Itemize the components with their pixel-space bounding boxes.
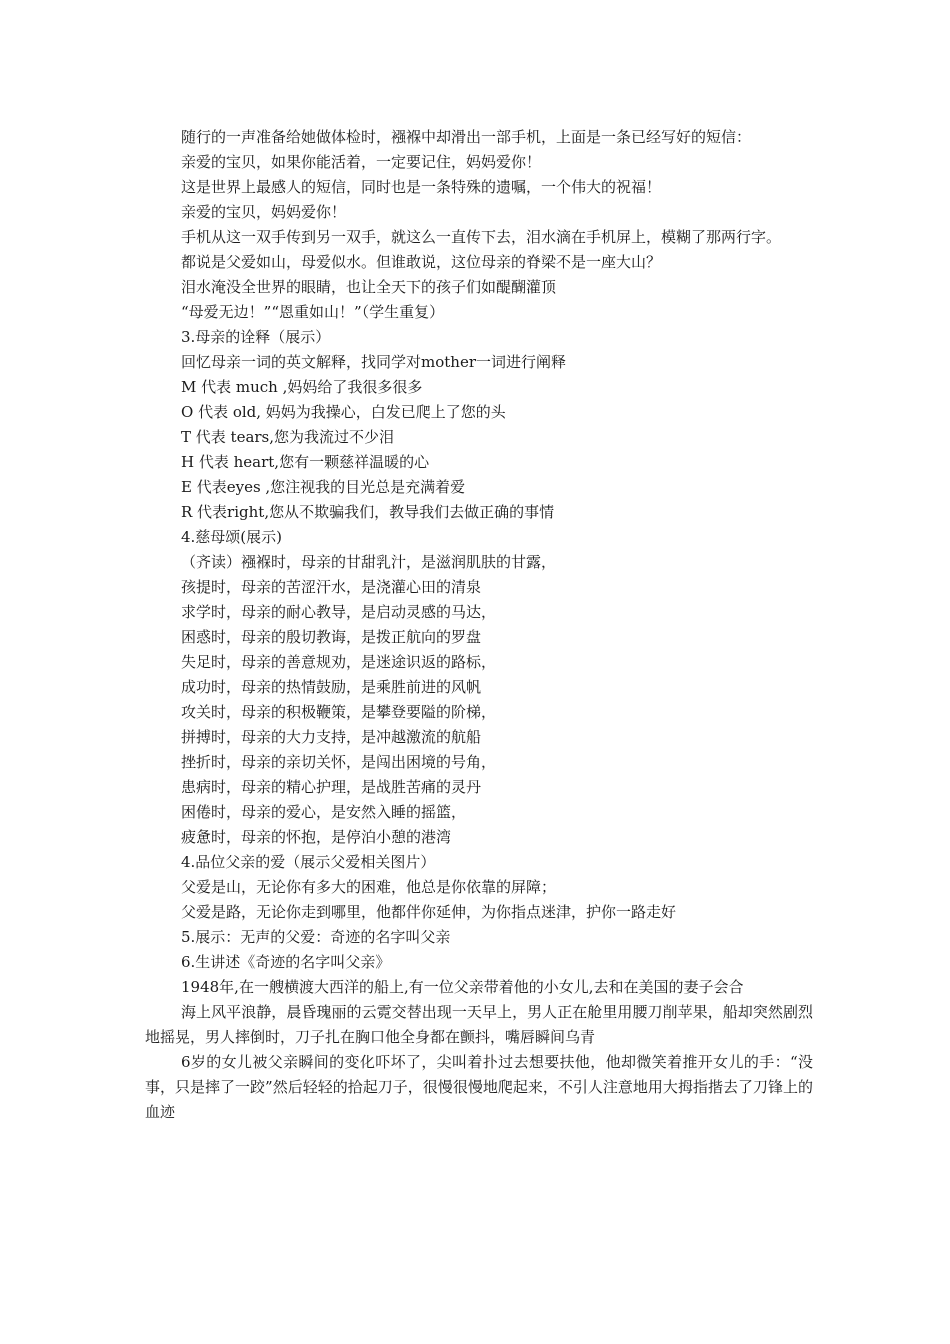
section-heading-mother-interpretation: 3.母亲的诠释（展示） <box>181 328 331 346</box>
section-heading-ode-to-mother: 4.慈母颂(展示) <box>181 528 283 546</box>
paragraph-phone-found: 随行的一声准备给她做体检时，襁褓中却滑出一部手机，上面是一条已经写好的短信： <box>181 128 752 146</box>
paragraph-father-is-mountain: 父爱是山，无论你有多大的困难，他总是你依靠的屏障； <box>181 878 557 896</box>
ode-line: 拼搏时，母亲的大力支持，是冲越激流的航船 <box>181 728 482 746</box>
paragraph-sms-text: 亲爱的宝贝，如果你能活着，一定要记住，妈妈爱你！ <box>181 153 542 171</box>
mother-letter-o: O 代表 old, 妈妈为我操心，白发已爬上了您的头 <box>181 403 506 421</box>
mother-letter-e: E 代表eyes ,您注视我的目光总是充满着爱 <box>181 478 466 496</box>
document-body <box>145 125 813 1125</box>
ode-line: 成功时，母亲的热情鼓励，是乘胜前进的风帆 <box>181 678 482 696</box>
paragraph-mother-english: 回忆母亲一词的英文解释，找同学对mother一词进行阐释 <box>181 353 566 371</box>
mother-letter-t: T 代表 tears,您为我流过不少泪 <box>181 428 395 446</box>
ode-line: 疲惫时，母亲的怀抱，是停泊小憩的港湾 <box>181 828 452 846</box>
paragraph-father-mountain: 都说是父爱如山，母爱似水。但谁敢说，这位母亲的脊梁不是一座大山？ <box>181 253 662 271</box>
ode-line: 求学时，母亲的耐心教导，是启动灵感的马达， <box>181 603 497 621</box>
story-paragraph-daughter: 6岁的女儿被父亲瞬间的变化吓坏了，尖叫着扑过去想要扶他，他却微笑着推开女儿的手：“没事，只是摔了一跤”然后轻轻的拾起刀子，很慢很慢地爬起来，不引人注意地用大拇指揩去了刀锋上的血迹 <box>145 1053 813 1121</box>
paragraph-tears: 泪水淹没全世界的眼睛，也让全天下的孩子们如醍醐灌顶 <box>181 278 557 296</box>
ode-line: （齐读）襁褓时，母亲的甘甜乳汁，是滋润肌肤的甘露， <box>181 553 557 571</box>
story-paragraph-sea: 海上风平浪静，晨昏瑰丽的云霓交替出现一天早上，男人正在舱里用腰刀削苹果，船却突然剧烈地摇晃，男人摔倒时，刀子扎在胸口他全身都在颤抖，嘴唇瞬间乌青 <box>145 1003 813 1046</box>
section-heading-father-love: 4.品位父亲的爱（展示父爱相关图片） <box>181 853 436 871</box>
story-paragraph-1948: 1948年,在一艘横渡大西洋的船上,有一位父亲带着他的小女儿,去和在美国的妻子会合 <box>181 978 744 996</box>
paragraph-father-is-road: 父爱是路，无论你走到哪里，他都伴你延伸，为你指点迷津，护你一路走好 <box>181 903 677 921</box>
section-heading-miracle-story: 6.生讲述《奇迹的名字叫父亲》 <box>181 953 391 971</box>
mother-letter-m: M 代表 much ,妈妈给了我很多很多 <box>181 378 423 396</box>
paragraph-sms-comment: 这是世界上最感人的短信，同时也是一条特殊的遗嘱，一个伟大的祝福！ <box>181 178 662 196</box>
mother-letter-h: H 代表 heart,您有一颗慈祥温暖的心 <box>181 453 430 471</box>
ode-line: 困倦时，母亲的爱心，是安然入睡的摇篮， <box>181 803 467 821</box>
paragraph-sms-repeat: 亲爱的宝贝，妈妈爱你！ <box>181 203 347 221</box>
section-heading-silent-father-love: 5.展示：无声的父爱：奇迹的名字叫父亲 <box>181 928 451 946</box>
paragraph-phone-passed: 手机从这一双手传到另一双手，就这么一直传下去，泪水滴在手机屏上，模糊了那两行字。 <box>181 228 782 246</box>
ode-line: 挫折时，母亲的亲切关怀，是闯出困境的号角， <box>181 753 497 771</box>
ode-line: 患病时，母亲的精心护理，是战胜苦痛的灵丹 <box>181 778 482 796</box>
mother-letter-r: R 代表right,您从不欺骗我们，教导我们去做正确的事情 <box>181 503 555 521</box>
paragraph-student-repeat: “母爱无边！”“恩重如山！”（学生重复） <box>181 303 445 321</box>
ode-line: 攻关时，母亲的积极鞭策，是攀登要隘的阶梯， <box>181 703 497 721</box>
ode-line: 失足时，母亲的善意规劝，是迷途识返的路标， <box>181 653 497 671</box>
ode-line: 困惑时，母亲的殷切教诲，是拨正航向的罗盘 <box>181 628 482 646</box>
ode-line: 孩提时，母亲的苦涩汗水，是浇灌心田的清泉 <box>181 578 482 596</box>
